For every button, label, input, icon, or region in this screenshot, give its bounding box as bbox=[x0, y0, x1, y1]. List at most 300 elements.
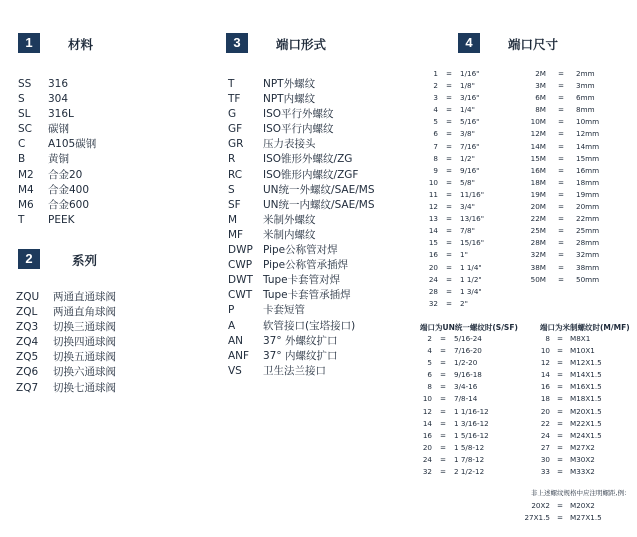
imperial-size-item-code: 5 bbox=[433, 117, 438, 127]
un-thread-item-equals: = bbox=[439, 358, 447, 368]
port-item-name: ISO锥形外螺纹/ZG bbox=[263, 153, 353, 166]
metric-size-item-equals: = bbox=[557, 238, 565, 248]
port-item-name: 压力表接头 bbox=[263, 138, 316, 151]
metric-size-item-size: 12mm bbox=[576, 129, 600, 139]
un-thread-item-size: 3/4-16 bbox=[454, 382, 478, 392]
metric-size-item bbox=[530, 80, 599, 92]
imperial-size-item-equals: = bbox=[445, 226, 453, 236]
port-item-code: MF bbox=[228, 228, 244, 241]
metric-size-item-code: 25M bbox=[530, 226, 546, 236]
metric-thread-item-size: M33X2 bbox=[570, 467, 595, 477]
imperial-size-item-size: 1 1/2" bbox=[460, 274, 482, 284]
imperial-size-item bbox=[420, 262, 484, 274]
imperial-size-item-equals: = bbox=[445, 250, 453, 260]
un-thread-item bbox=[420, 345, 489, 357]
extra-thread-list bbox=[520, 500, 602, 524]
metric-size-item-equals: = bbox=[557, 214, 565, 224]
un-thread-item bbox=[420, 357, 489, 369]
metric-size-item-code: 28M bbox=[530, 238, 546, 248]
un-thread-item bbox=[420, 393, 489, 405]
port-item bbox=[228, 168, 375, 183]
port-item bbox=[228, 334, 375, 349]
port-item-code: A bbox=[228, 319, 236, 332]
metric-size-item bbox=[530, 201, 599, 213]
ports-list bbox=[228, 77, 375, 379]
series-item-code: ZQ3 bbox=[16, 321, 39, 334]
section-title-materials: 材料 bbox=[68, 37, 94, 52]
un-thread-item-equals: = bbox=[439, 454, 447, 464]
material-item bbox=[18, 152, 96, 167]
port-item-name: 米制内螺纹 bbox=[263, 228, 316, 241]
metric-size-item bbox=[530, 153, 599, 165]
series-item-name: 切换四通球阀 bbox=[53, 336, 116, 349]
metric-thread-item-equals: = bbox=[556, 358, 564, 368]
metric-size-item bbox=[530, 128, 599, 140]
metric-thread-item bbox=[540, 393, 602, 405]
port-item bbox=[228, 228, 375, 243]
series-item bbox=[16, 320, 116, 335]
metric-size-item-size: 18mm bbox=[576, 177, 600, 187]
material-item bbox=[18, 137, 96, 152]
imperial-size-item-size: 15/16" bbox=[460, 238, 485, 248]
metric-size-item-equals: = bbox=[557, 262, 565, 272]
un-thread-item-size: 1 5/16-12 bbox=[454, 430, 489, 440]
un-thread-item-size: 1 7/8-12 bbox=[454, 454, 485, 464]
extra-thread-item bbox=[520, 500, 602, 512]
series-item-name: 切换五通球阀 bbox=[53, 351, 116, 364]
series-item-name: 两通直通球阀 bbox=[53, 291, 116, 303]
imperial-size-item-size: 3/4" bbox=[460, 202, 475, 212]
series-item bbox=[16, 305, 116, 320]
port-item bbox=[228, 77, 375, 92]
material-item-name: 黄铜 bbox=[48, 153, 69, 166]
un-thread-item-code: 14 bbox=[422, 418, 432, 428]
material-item-code: C bbox=[18, 138, 26, 151]
port-item-name: Tupe卡套管承插焊 bbox=[263, 289, 351, 302]
material-item bbox=[18, 213, 96, 228]
port-item-code: AN bbox=[228, 334, 244, 347]
un-thread-item-size: 1 5/8-12 bbox=[454, 442, 485, 452]
imperial-size-item-size: 13/16" bbox=[460, 214, 485, 224]
port-item bbox=[228, 122, 375, 137]
port-item-code: SF bbox=[228, 198, 241, 211]
material-item-code: T bbox=[18, 213, 25, 226]
imperial-size-item-code: 11 bbox=[428, 189, 438, 199]
material-item-code: SL bbox=[18, 108, 31, 121]
port-item-name: NPT内螺纹 bbox=[263, 93, 316, 106]
section-number-sizes: 4 bbox=[458, 33, 480, 53]
port-item-name: NPT外螺纹 bbox=[263, 78, 316, 90]
metric-thread-item-equals: = bbox=[556, 442, 564, 452]
imperial-size-item-code: 3 bbox=[433, 93, 438, 103]
un-thread-item-size: 5/16-24 bbox=[454, 334, 482, 343]
port-item bbox=[228, 364, 375, 379]
metric-thread-item-equals: = bbox=[556, 346, 564, 356]
series-item-code: ZQ7 bbox=[16, 381, 39, 394]
section-title-ports: 端口形式 bbox=[276, 37, 327, 52]
material-item-code: M4 bbox=[18, 183, 34, 196]
metric-size-item-equals: = bbox=[557, 189, 565, 199]
imperial-size-item-code: 8 bbox=[433, 153, 438, 163]
imperial-size-item-equals: = bbox=[445, 298, 453, 308]
un-thread-item-code: 2 bbox=[427, 334, 432, 343]
imperial-size-item-equals: = bbox=[445, 105, 453, 115]
metric-thread-item-size: M18X1.5 bbox=[570, 394, 602, 404]
port-item-name: UN统一内螺纹/SAE/MS bbox=[263, 198, 375, 211]
port-item bbox=[228, 213, 375, 228]
un-thread-item-code: 32 bbox=[422, 467, 432, 477]
metric-thread-item-size: M8X1 bbox=[570, 334, 591, 343]
metric-thread-item-code: 16 bbox=[540, 382, 550, 392]
port-item-code: VS bbox=[228, 364, 242, 377]
extra-thread-item-size: M20X2 bbox=[570, 501, 595, 510]
imperial-size-item-code: 28 bbox=[428, 286, 438, 296]
imperial-size-item-code: 14 bbox=[428, 226, 438, 236]
un-thread-item-code: 10 bbox=[422, 394, 432, 404]
imperial-size-item-code: 10 bbox=[428, 177, 438, 187]
port-item-code: G bbox=[228, 108, 237, 121]
metric-size-item bbox=[530, 274, 599, 286]
metric-thread-item-size: M14X1.5 bbox=[570, 370, 602, 380]
imperial-size-item-size: 1/2" bbox=[460, 153, 475, 163]
material-item bbox=[18, 77, 96, 92]
metric-size-item-size: 6mm bbox=[576, 93, 595, 103]
metric-size-item bbox=[530, 116, 599, 128]
imperial-size-item-code: 1 bbox=[433, 69, 438, 78]
imperial-size-item-size: 7/8" bbox=[460, 226, 475, 236]
un-thread-item-code: 4 bbox=[427, 346, 432, 356]
metric-size-item-equals: = bbox=[557, 202, 565, 212]
port-item bbox=[228, 243, 375, 258]
metric-size-item-size: 14mm bbox=[576, 141, 600, 151]
un-thread-item-size: 7/8-14 bbox=[454, 394, 478, 404]
series-item-code: ZQ6 bbox=[16, 366, 39, 379]
series-item-name: 两通直角球阀 bbox=[53, 306, 116, 319]
metric-thread-item-code: 10 bbox=[540, 346, 550, 356]
un-thread-item-equals: = bbox=[439, 370, 447, 380]
series-item-name: 切换六通球阀 bbox=[53, 366, 116, 379]
metric-size-item-equals: = bbox=[557, 177, 565, 187]
un-thread-item-code: 8 bbox=[427, 382, 432, 392]
imperial-size-item-size: 3/8" bbox=[460, 129, 475, 139]
metric-thread-item-size: M10X1 bbox=[570, 346, 595, 356]
material-item-code: M2 bbox=[18, 168, 34, 181]
series-item-code: ZQL bbox=[16, 306, 38, 319]
series-list bbox=[16, 290, 116, 396]
imperial-size-item-equals: = bbox=[445, 238, 453, 248]
imperial-size-item-code: 2 bbox=[433, 81, 438, 91]
metric-thread-item-size: M12X1.5 bbox=[570, 358, 602, 368]
imperial-size-item-code: 16 bbox=[428, 250, 438, 260]
port-item-name: ISO平行内螺纹 bbox=[263, 123, 334, 136]
imperial-size-item-equals: = bbox=[445, 117, 453, 127]
imperial-size-item bbox=[420, 116, 484, 128]
port-item bbox=[228, 319, 375, 334]
port-item-code: CWP bbox=[228, 259, 253, 272]
imperial-size-item bbox=[420, 128, 484, 140]
imperial-size-item bbox=[420, 274, 484, 286]
port-item-code: R bbox=[228, 153, 236, 166]
un-thread-item-equals: = bbox=[439, 382, 447, 392]
metric-size-item bbox=[530, 225, 599, 237]
metric-thread-item-code: 12 bbox=[540, 358, 550, 368]
metric-size-item-code: 16M bbox=[530, 165, 546, 175]
material-item-name: 316 bbox=[48, 78, 69, 90]
imperial-size-item bbox=[420, 201, 484, 213]
imperial-size-item-equals: = bbox=[445, 214, 453, 224]
un-thread-item-equals: = bbox=[439, 418, 447, 428]
metric-size-item-equals: = bbox=[557, 81, 565, 91]
un-thread-list bbox=[420, 333, 489, 478]
port-item-code: S bbox=[228, 183, 235, 196]
metric-size-item-equals: = bbox=[557, 141, 565, 151]
imperial-size-item bbox=[420, 189, 484, 201]
metric-thread-item bbox=[540, 418, 602, 430]
metric-size-item bbox=[530, 237, 599, 249]
port-item bbox=[228, 152, 375, 167]
imperial-size-item-equals: = bbox=[445, 262, 453, 272]
un-thread-item bbox=[420, 369, 489, 381]
imperial-size-item bbox=[420, 177, 484, 189]
extra-thread-item-equals: = bbox=[556, 501, 564, 510]
port-item-name: Pipe公称管对焊 bbox=[263, 244, 338, 257]
section-number-materials: 1 bbox=[18, 33, 40, 53]
port-item-code: CWT bbox=[228, 289, 253, 302]
un-thread-item-size: 7/16-20 bbox=[454, 346, 482, 356]
un-thread-item bbox=[420, 333, 489, 345]
metric-thread-item-equals: = bbox=[556, 370, 564, 380]
imperial-size-item bbox=[420, 80, 484, 92]
material-item bbox=[18, 92, 96, 107]
metric-thread-item bbox=[540, 430, 602, 442]
metric-size-item bbox=[530, 177, 599, 189]
metric-size-item bbox=[530, 165, 599, 177]
imperial-size-item-equals: = bbox=[445, 286, 453, 296]
un-thread-item-equals: = bbox=[439, 442, 447, 452]
section-number-ports: 3 bbox=[226, 33, 248, 53]
imperial-size-item-equals: = bbox=[445, 81, 453, 91]
imperial-size-item-code: 6 bbox=[433, 129, 438, 139]
metric-size-item-code: 8M bbox=[535, 105, 546, 115]
extra-thread-note: 非上述螺纹规格中应注明螺距,例： bbox=[531, 489, 631, 497]
metric-thread-item-code: 8 bbox=[545, 334, 550, 343]
metric-thread-item-equals: = bbox=[556, 334, 564, 343]
port-item bbox=[228, 137, 375, 152]
metric-thread-item-equals: = bbox=[556, 382, 564, 392]
port-item bbox=[228, 349, 375, 364]
port-item bbox=[228, 92, 375, 107]
metric-size-item-code: 2M bbox=[535, 69, 546, 78]
metric-size-item-equals: = bbox=[557, 105, 565, 115]
metric-thread-item bbox=[540, 454, 602, 466]
port-item bbox=[228, 288, 375, 303]
imperial-size-item-size: 1 1/4" bbox=[460, 262, 482, 272]
metric-size-item-code: 12M bbox=[530, 129, 546, 139]
material-item-name: 合金20 bbox=[48, 168, 83, 181]
metric-size-item-equals: = bbox=[557, 165, 565, 175]
imperial-size-item bbox=[420, 213, 484, 225]
metric-size-item-code: 14M bbox=[530, 141, 546, 151]
material-item-name: 316L bbox=[48, 108, 74, 121]
imperial-size-item-code: 13 bbox=[428, 214, 438, 224]
imperial-size-item-equals: = bbox=[445, 202, 453, 212]
metric-thread-item-equals: = bbox=[556, 406, 564, 416]
metric-thread-item-size: M30X2 bbox=[570, 454, 595, 464]
imperial-size-item-equals: = bbox=[445, 141, 453, 151]
un-thread-item-equals: = bbox=[439, 394, 447, 404]
imperial-size-item-equals: = bbox=[445, 165, 453, 175]
imperial-size-item-code: 9 bbox=[433, 165, 438, 175]
series-item-code: ZQU bbox=[16, 291, 40, 303]
metric-thread-item-code: 18 bbox=[540, 394, 550, 404]
metric-size-item-code: 15M bbox=[530, 153, 546, 163]
port-item-code: P bbox=[228, 304, 235, 317]
imperial-size-item-size: 3/16" bbox=[460, 93, 480, 103]
metric-size-item-equals: = bbox=[557, 226, 565, 236]
metric-size-item-size: 22mm bbox=[576, 214, 600, 224]
imperial-size-item-equals: = bbox=[445, 274, 453, 284]
metric-size-item bbox=[530, 68, 599, 80]
metric-thread-item-equals: = bbox=[556, 467, 564, 477]
un-thread-item-equals: = bbox=[439, 406, 447, 416]
metric-thread-item bbox=[540, 333, 602, 345]
metric-thread-item-equals: = bbox=[556, 430, 564, 440]
imperial-size-item-equals: = bbox=[445, 153, 453, 163]
imperial-size-item-size: 2" bbox=[460, 298, 468, 308]
port-item-name: 软管接口(宝塔接口) bbox=[263, 319, 356, 332]
imperial-size-item-size: 1 3/4" bbox=[460, 286, 482, 296]
imperial-size-item-code: 4 bbox=[433, 105, 438, 115]
metric-thread-item-code: 14 bbox=[540, 370, 550, 380]
port-item bbox=[228, 303, 375, 318]
metric-size-item-code: 20M bbox=[530, 202, 546, 212]
imperial-size-item-size: 5/16" bbox=[460, 117, 480, 127]
series-item-name: 切换七通球阀 bbox=[53, 381, 116, 394]
metric-thread-item bbox=[540, 406, 602, 418]
metric-size-item bbox=[530, 189, 599, 201]
un-thread-item-equals: = bbox=[439, 467, 447, 477]
imperial-size-item-size: 5/8" bbox=[460, 177, 475, 187]
imperial-size-item-code: 24 bbox=[428, 274, 438, 284]
series-item bbox=[16, 335, 116, 350]
port-item-name: Pipe公称管承插焊 bbox=[263, 259, 349, 272]
series-item bbox=[16, 290, 116, 305]
material-item bbox=[18, 168, 96, 183]
imperial-size-item bbox=[420, 225, 484, 237]
metric-size-item-size: 38mm bbox=[576, 262, 600, 272]
imperial-size-item-equals: = bbox=[445, 69, 453, 78]
imperial-size-item bbox=[420, 92, 484, 104]
port-item bbox=[228, 273, 375, 288]
section-title-series: 系列 bbox=[72, 253, 98, 268]
un-thread-item-size: 1 1/16-12 bbox=[454, 406, 489, 416]
imperial-size-item-code: 12 bbox=[428, 202, 438, 212]
material-item-code: M6 bbox=[18, 198, 34, 211]
series-item-code: ZQ5 bbox=[16, 351, 39, 364]
port-item-code: TF bbox=[228, 93, 241, 106]
un-thread-caption: 端口为UN统一螺纹时(S/SF) bbox=[420, 323, 518, 332]
metric-thread-item bbox=[540, 466, 602, 478]
un-thread-item-size: 9/16-18 bbox=[454, 370, 482, 380]
un-thread-item-code: 16 bbox=[422, 430, 432, 440]
metric-thread-item-size: M27X2 bbox=[570, 442, 595, 452]
port-item-code: M bbox=[228, 213, 238, 226]
metric-size-item-code: 38M bbox=[530, 262, 546, 272]
material-item-name: 304 bbox=[48, 93, 69, 106]
un-thread-item bbox=[420, 442, 489, 454]
metric-thread-item-code: 33 bbox=[540, 467, 550, 477]
material-item-name: A105碳钢 bbox=[48, 138, 97, 151]
port-item-code: RC bbox=[228, 168, 243, 181]
material-item-name: 碳钢 bbox=[48, 123, 69, 136]
metric-thread-caption: 端口为米制螺纹时(M/MF) bbox=[540, 323, 630, 332]
imperial-size-item-size: 1/8" bbox=[460, 81, 475, 91]
metric-size-item-code: 18M bbox=[530, 177, 546, 187]
un-thread-item-equals: = bbox=[439, 430, 447, 440]
series-item-name: 切换三通球阀 bbox=[53, 321, 116, 334]
metric-size-item-equals: = bbox=[557, 153, 565, 163]
imperial-size-item bbox=[420, 104, 484, 116]
metric-size-item-code: 10M bbox=[530, 117, 546, 127]
port-item-name: 卫生法兰接口 bbox=[263, 364, 326, 377]
metric-size-item-code: 50M bbox=[530, 274, 546, 284]
metric-thread-list bbox=[540, 333, 602, 478]
imperial-size-item-equals: = bbox=[445, 129, 453, 139]
material-item-name: 合金600 bbox=[48, 198, 90, 211]
imperial-size-item-size: 11/16" bbox=[460, 189, 485, 199]
metric-size-item-equals: = bbox=[557, 274, 565, 284]
imperial-size-item-size: 1/16" bbox=[460, 69, 480, 78]
un-thread-item bbox=[420, 406, 489, 418]
metric-size-item-size: 25mm bbox=[576, 226, 600, 236]
metric-size-item-size: 19mm bbox=[576, 189, 600, 199]
metric-size-item-code: 19M bbox=[530, 189, 546, 199]
port-item-name: 卡套短管 bbox=[263, 304, 305, 317]
un-thread-item bbox=[420, 454, 489, 466]
un-thread-item-size: 1 3/16-12 bbox=[454, 418, 489, 428]
metric-size-item-equals: = bbox=[557, 250, 565, 260]
port-item-name: ISO平行外螺纹 bbox=[263, 108, 334, 121]
imperial-size-item bbox=[420, 286, 484, 298]
port-item-name: 37° 内螺纹扩口 bbox=[263, 349, 338, 362]
metric-thread-item-code: 20 bbox=[540, 406, 550, 416]
metric-size-item bbox=[530, 104, 599, 116]
metric-thread-item-code: 27 bbox=[540, 442, 550, 452]
imperial-size-item bbox=[420, 68, 484, 80]
imperial-size-item bbox=[420, 165, 484, 177]
metric-size-item-code: 22M bbox=[530, 214, 546, 224]
metric-thread-item-code: 22 bbox=[540, 418, 550, 428]
metric-thread-item-size: M22X1.5 bbox=[570, 418, 602, 428]
port-item-name: 米制外螺纹 bbox=[263, 213, 316, 226]
metric-size-item-size: 10mm bbox=[576, 117, 600, 127]
metric-thread-item-code: 30 bbox=[540, 454, 550, 464]
series-item bbox=[16, 381, 116, 396]
metric-thread-item-size: M20X1.5 bbox=[570, 406, 602, 416]
imperial-size-item bbox=[420, 237, 484, 249]
metric-thread-item-equals: = bbox=[556, 418, 564, 428]
imperial-size-item bbox=[420, 153, 484, 165]
metric-size-item-size: 3mm bbox=[576, 81, 595, 91]
imperial-size-item-equals: = bbox=[445, 189, 453, 199]
port-item-name: UN统一外螺纹/SAE/MS bbox=[263, 183, 375, 196]
port-item-name: Tupe卡套管对焊 bbox=[263, 274, 341, 287]
un-thread-item-equals: = bbox=[439, 334, 447, 343]
metric-size-item-size: 28mm bbox=[576, 238, 600, 248]
metric-size-item-code: 3M bbox=[535, 81, 546, 91]
metric-thread-item bbox=[540, 345, 602, 357]
un-thread-item-size: 1/2-20 bbox=[454, 358, 478, 368]
